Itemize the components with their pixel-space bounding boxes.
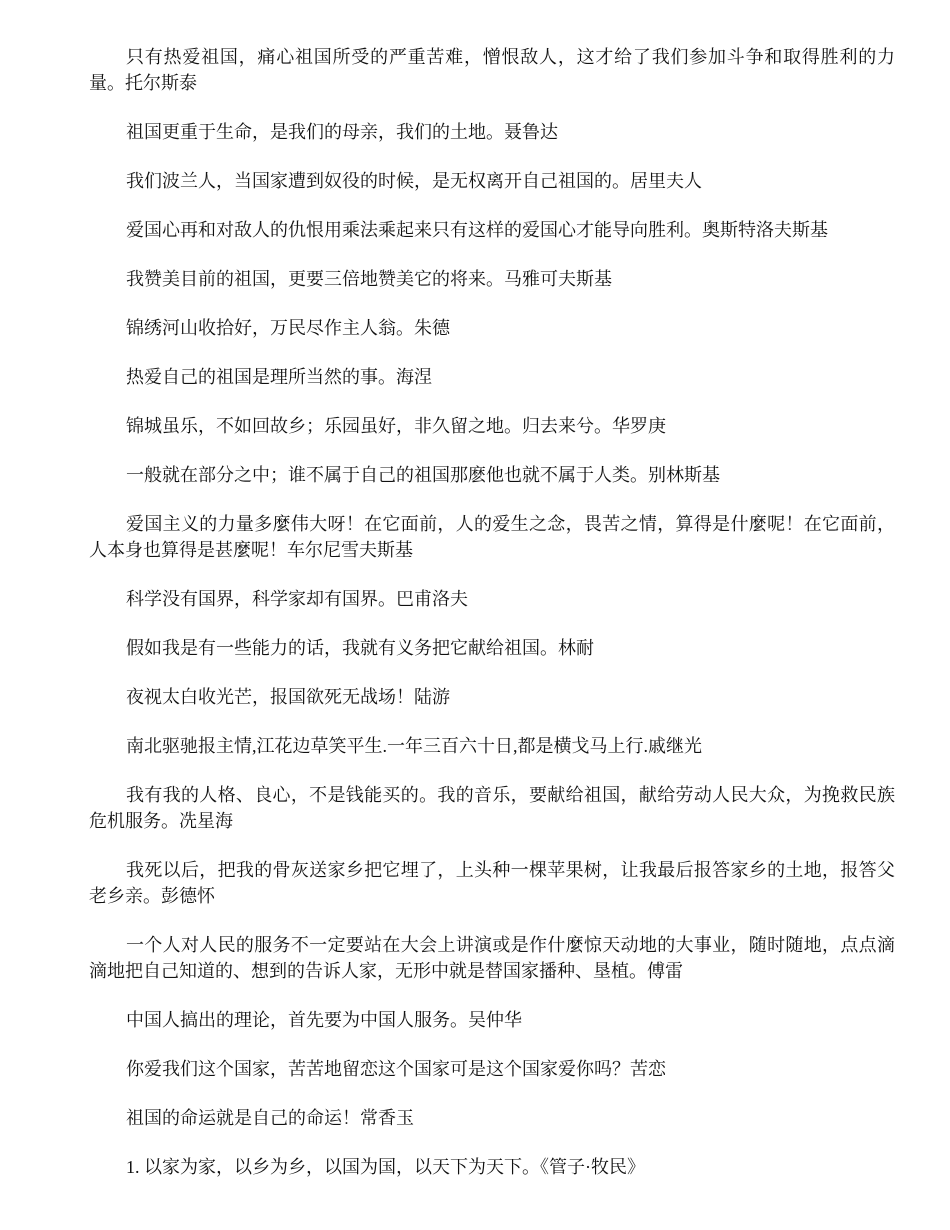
quote-paragraph: 中国人搞出的理论，首先要为中国人服务。吴仲华 — [126, 1010, 522, 1030]
quote-paragraph: 一个人对人民的服务不一定要站在大会上讲演或是作什麼惊天动地的大事业，随时随地，点点滴滴地把自己知道的、想到的告诉人家，无形中就是替国家播种、垦植。傅雷 — [89, 935, 895, 981]
quote-paragraph: 爱国心再和对敌人的仇恨用乘法乘起来只有这样的爱国心才能导向胜利。奥斯特洛夫斯基 — [126, 220, 828, 240]
numbered-quote-paragraph: 1. 以家为家，以乡为乡，以国为国，以天下为天下。《管子·牧民》 — [126, 1157, 645, 1177]
quote-paragraph: 我们波兰人，当国家遭到奴役的时候，是无权离开自己祖国的。居里夫人 — [126, 171, 702, 191]
quote-paragraph: 夜视太白收光芒，报国欲死无战场！陆游 — [126, 687, 450, 707]
quote-paragraph: 一般就在部分之中；谁不属于自己的祖国那麽他也就不属于人类。别林斯基 — [126, 465, 720, 485]
quote-paragraph: 爱国主义的力量多麼伟大呀！在它面前，人的爱生之念，畏苦之情，算得是什麼呢！在它面前，人本身也算得是甚麼呢！车尔尼雪夫斯基 — [89, 514, 895, 560]
quote-paragraph: 我有我的人格、良心，不是钱能买的。我的音乐，要献给祖国，献给劳动人民大众，为挽救民族危机服务。冼星海 — [89, 785, 895, 831]
quote-paragraph: 科学没有国界，科学家却有国界。巴甫洛夫 — [126, 589, 468, 609]
document-body — [89, 44, 895, 1203]
quote-paragraph: 假如我是有一些能力的话，我就有义务把它献给祖国。林耐 — [126, 638, 594, 658]
quote-paragraph: 祖国更重于生命，是我们的母亲，我们的土地。聂鲁达 — [126, 122, 558, 142]
quote-paragraph: 锦城虽乐，不如回故乡；乐园虽好，非久留之地。归去来兮。华罗庚 — [126, 416, 666, 436]
quote-paragraph: 锦绣河山收拾好，万民尽作主人翁。朱德 — [126, 318, 450, 338]
quote-paragraph: 你爱我们这个国家，苦苦地留恋这个国家可是这个国家爱你吗？苦恋 — [126, 1059, 666, 1079]
quote-paragraph: 我死以后，把我的骨灰送家乡把它埋了，上头种一棵苹果树，让我最后报答家乡的土地，报答父老乡亲。彭德怀 — [89, 860, 895, 906]
quote-paragraph: 南北驱驰报主情,江花边草笑平生.一年三百六十日,都是横戈马上行.戚继光 — [126, 736, 702, 756]
quote-paragraph: 热爱自己的祖国是理所当然的事。海涅 — [126, 367, 432, 387]
quote-paragraph: 只有热爱祖国，痛心祖国所受的严重苦难，憎恨敌人，这才给了我们参加斗争和取得胜利的力量。托尔斯泰 — [89, 47, 895, 93]
quote-paragraph: 祖国的命运就是自己的命运！常香玉 — [126, 1108, 414, 1128]
quote-paragraph: 我赞美目前的祖国，更要三倍地赞美它的将来。马雅可夫斯基 — [126, 269, 612, 289]
